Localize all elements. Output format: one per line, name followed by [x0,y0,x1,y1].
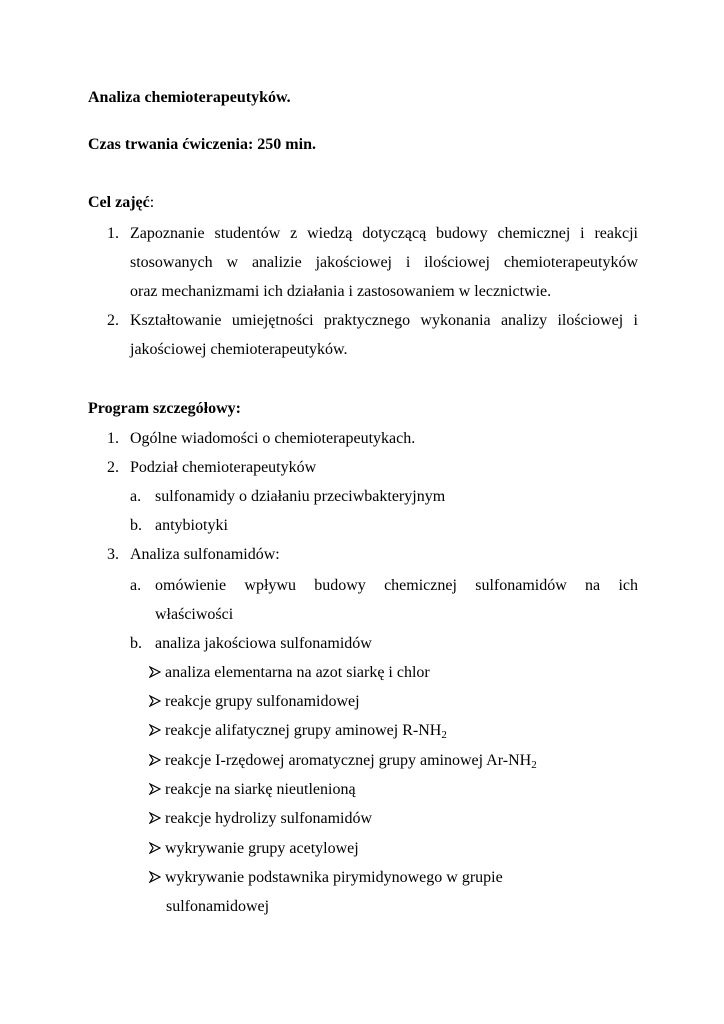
duration-line: Czas trwania ćwiczenia: 250 min. [88,136,316,153]
arrow-bullet-icon [149,842,161,854]
bullet-item [149,721,447,741]
bullet-continuation: sulfonamidowej [166,898,270,915]
bullet-item [149,751,537,771]
bullet-item [149,663,430,683]
arrow-bullet-icon [149,666,161,678]
program-subitem: sulfonamidy o działaniu przeciwbakteryjnym [155,488,446,505]
program-subitem-letter: b. [130,517,142,534]
goal-line: stosowanych w analizie jakościowej i ilościowej chemioterapeutyków [130,254,638,271]
program-subitem-letter: a. [130,488,142,505]
program-subitem-letter: b. [130,635,142,652]
arrow-bullet-icon [149,754,161,766]
program-item: Podział chemioterapeutyków [130,459,317,476]
bullet-item [149,868,503,888]
program-subitem-continuation: właściwości [155,606,234,623]
arrow-bullet-icon [149,695,161,707]
arrow-bullet-icon [149,871,161,883]
bullet-text: analiza elementarna na azot siarkę i chlor [165,664,430,681]
bullet-text: wykrywanie podstawnika pirymidynowego w grupie [165,869,503,886]
program-heading: Program szczegółowy: [88,400,241,417]
subscript: 2 [531,759,537,771]
bullet-text: wykrywanie grupy acetylowej [165,840,359,857]
program-item-number: 2. [107,459,119,476]
program-item: Analiza sulfonamidów: [130,546,280,563]
goal-line: jakościowej chemioterapeutyków. [130,341,348,358]
program-item: Ogólne wiadomości o chemioterapeutykach. [130,430,416,447]
goal-number: 2. [107,312,119,329]
bullet-text: reakcje I-rzędowej aromatycznej grupy aminowej Ar-NH [165,752,532,769]
goal-number: 1. [107,225,119,242]
document-title: Analiza chemioterapeutyków. [88,89,291,106]
goal-line: Zapoznanie studentów z wiedzą dotyczącą budowy chemicznej i reakcji [130,225,638,242]
program-item-number: 1. [107,430,119,447]
goals-heading [88,193,154,213]
goals-heading-label: Cel zajęć [88,194,150,211]
program-subitem-letter: a. [130,577,142,594]
bullet-text: reakcje na siarkę nieutlenioną [165,781,356,798]
arrow-bullet-icon [149,724,161,736]
program-subitem: antybiotyki [155,517,228,534]
bullet-item [149,780,356,800]
goals-heading-colon: : [149,194,155,211]
program-subitem: omówienie wpływu budowy chemicznej sulfonamidów na ich [155,577,638,594]
bullet-item [149,692,360,712]
program-subitem: analiza jakościowa sulfonamidów [155,635,372,652]
goal-line: oraz mechanizmami ich działania i zastosowaniem w lecznictwie. [130,283,552,300]
bullet-item [149,809,372,829]
bullet-text: reakcje hydrolizy sulfonamidów [165,810,373,827]
bullet-text: reakcje alifatycznej grupy aminowej R-NH [165,722,442,739]
goal-line: Kształtowanie umiejętności praktycznego wykonania analizy ilościowej i [130,312,638,329]
arrow-bullet-icon [149,783,161,795]
arrow-bullet-icon [149,812,161,824]
bullet-text: reakcje grupy sulfonamidowej [165,693,360,710]
bullet-item [149,839,359,859]
subscript: 2 [441,729,447,741]
program-item-number: 3. [107,546,119,563]
